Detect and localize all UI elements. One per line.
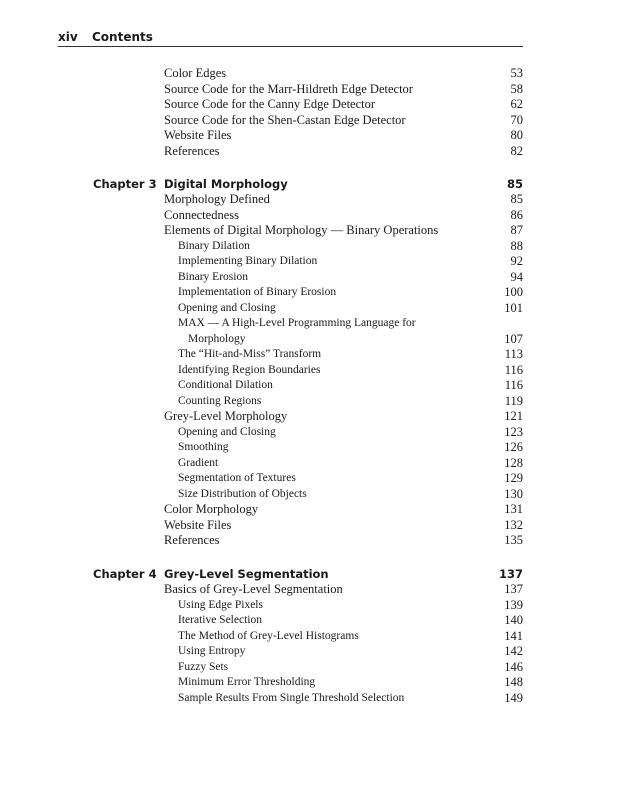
- chapter-label: Chapter 3: [93, 177, 157, 191]
- toc-subentry: [0, 425, 636, 441]
- toc-entry-label: Website Files: [164, 517, 232, 532]
- toc-entry-page: 131: [504, 502, 523, 516]
- toc-entry-label: Connectedness: [164, 207, 239, 222]
- toc-entry-page: 139: [504, 597, 523, 612]
- toc-entry-label: References: [164, 533, 220, 547]
- toc-entry-label: [178, 316, 478, 347]
- toc-entry-page: 137: [504, 582, 523, 596]
- toc-entry: [0, 113, 636, 129]
- toc-entry-label: Iterative Selection: [178, 614, 262, 626]
- chapter-page: 137: [498, 567, 523, 581]
- toc-entry-page: 128: [504, 455, 523, 470]
- toc-subentry: [0, 316, 636, 347]
- toc-entry-page: 88: [510, 238, 523, 253]
- toc-subentry: [0, 301, 636, 317]
- toc-entry-label: Fuzzy Sets: [178, 660, 229, 673]
- chapter-page: 85: [506, 177, 523, 191]
- toc-entry-label: Using Edge Pixels: [178, 598, 263, 611]
- toc-subentry: [0, 487, 636, 503]
- toc-entry-label: Source Code for the Shen-Castan Edge Detector: [164, 112, 406, 127]
- toc-entry: [0, 409, 636, 425]
- toc-entry-page: 70: [510, 112, 523, 127]
- toc-continued-section: [0, 66, 636, 159]
- toc-subentry: [0, 239, 636, 255]
- toc-entry-label: Segmentation of Textures: [178, 472, 296, 484]
- toc-entry-page: 149: [504, 690, 523, 705]
- toc-entry-page: 86: [510, 207, 523, 222]
- toc-subentry: [0, 691, 636, 707]
- toc-entry: [0, 82, 636, 98]
- toc-entry-page: 140: [504, 613, 523, 627]
- toc-entry: [0, 533, 636, 549]
- toc-entry-label: Implementing Binary Dilation: [178, 255, 318, 267]
- toc-subentry: [0, 378, 636, 394]
- toc-entry-page: 121: [504, 409, 523, 423]
- toc-entry-page: 92: [510, 254, 523, 268]
- toc-entry-label-line2: Morphology: [188, 332, 246, 345]
- toc-entry-label: Source Code for the Canny Edge Detector: [164, 97, 376, 111]
- chapter-3-section: [0, 176, 636, 549]
- toc-entry-label: Smoothing: [178, 441, 229, 453]
- toc-entry: [0, 66, 636, 82]
- toc-entry-label: The “Hit-and-Miss” Transform: [178, 348, 322, 360]
- toc-entry-label: References: [164, 143, 220, 158]
- toc-entry: [0, 144, 636, 160]
- toc-entry-page: 82: [510, 143, 523, 158]
- toc-subentry: [0, 598, 636, 614]
- toc-entry-label: Grey-Level Morphology: [164, 409, 288, 423]
- toc-entry-label: Implementation of Binary Erosion: [178, 286, 337, 298]
- running-header: [58, 30, 523, 47]
- toc-entry-page: 85: [510, 192, 523, 206]
- toc-subentry: [0, 613, 636, 629]
- toc-entry-page: 148: [504, 675, 523, 689]
- toc-entry: [0, 128, 636, 144]
- toc-entry-label: Counting Regions: [178, 394, 262, 407]
- toc-entry-label: Basics of Grey-Level Segmentation: [164, 582, 343, 596]
- toc-entry-page: 58: [510, 81, 523, 96]
- toc-entry-label: Morphology Defined: [164, 192, 270, 206]
- toc-entry: [0, 223, 636, 239]
- toc-entry: [0, 192, 636, 208]
- toc-entry-page: 132: [504, 517, 523, 532]
- toc-entry-label: Identifying Region Boundaries: [178, 363, 321, 376]
- toc-entry: [0, 208, 636, 224]
- toc-subentry: [0, 456, 636, 472]
- toc-entry-page: 116: [504, 378, 523, 392]
- toc-subentry: [0, 440, 636, 456]
- toc-entry-page: 141: [504, 628, 523, 643]
- chapter-title: Grey-Level Segmentation: [164, 567, 329, 581]
- toc-entry-page: 53: [510, 66, 523, 80]
- toc-subentry: [0, 471, 636, 487]
- toc-entry-label: Color Morphology: [164, 502, 259, 516]
- page-number: xiv: [58, 30, 78, 44]
- toc-subentry: [0, 629, 636, 645]
- toc-entry-page: 126: [504, 440, 523, 454]
- toc-entry: [0, 518, 636, 534]
- toc-entry-label: Website Files: [164, 128, 232, 142]
- chapter-title: Digital Morphology: [164, 177, 288, 191]
- toc-subentry: [0, 644, 636, 660]
- toc-subentry: [0, 675, 636, 691]
- toc-entry-page: 130: [504, 486, 523, 501]
- toc-entry-page: 80: [510, 128, 523, 142]
- toc-entry-label: Conditional Dilation: [178, 379, 273, 391]
- toc-entry-label: Source Code for the Marr-Hildreth Edge Detector: [164, 81, 413, 96]
- toc-entry-page: 87: [510, 223, 523, 237]
- chapter-4-section: [0, 566, 636, 706]
- toc-subentry: [0, 660, 636, 676]
- toc-entry-page: 129: [504, 471, 523, 485]
- toc-subentry: [0, 285, 636, 301]
- toc-entry-page: 116: [504, 362, 523, 377]
- toc-entry-label: Binary Erosion: [178, 270, 248, 283]
- chapter-heading: [0, 176, 636, 192]
- toc-entry-label: Opening and Closing: [178, 301, 276, 314]
- toc-entry-label: Opening and Closing: [178, 425, 276, 438]
- toc-entry-page: 142: [504, 644, 523, 658]
- toc-entry-label: Binary Dilation: [178, 239, 250, 252]
- toc-subentry: [0, 347, 636, 363]
- toc-entry-label: Using Entropy: [178, 645, 246, 657]
- toc-subentry: [0, 394, 636, 410]
- toc-entry: [0, 502, 636, 518]
- toc-entry-label-line1: MAX — A High-Level Programming Language for: [178, 317, 416, 329]
- toc-entry-label: Sample Results From Single Threshold Selection: [178, 691, 405, 704]
- toc-entry-page: 119: [504, 393, 523, 408]
- toc-entry-page: 94: [510, 269, 523, 284]
- toc-subentry: [0, 363, 636, 379]
- toc-entry-label: Size Distribution of Objects: [178, 487, 307, 500]
- running-title: Contents: [92, 30, 153, 44]
- toc-entry-page: 62: [510, 97, 523, 111]
- toc-entry-page: 146: [504, 659, 523, 674]
- toc-entry-page: 100: [504, 285, 523, 299]
- toc-subentry: [0, 254, 636, 270]
- chapter-heading: [0, 566, 636, 582]
- toc-entry-page: 123: [504, 424, 523, 439]
- chapter-label: Chapter 4: [93, 567, 157, 581]
- toc-entry: [0, 97, 636, 113]
- toc-entry-page: 135: [504, 533, 523, 547]
- toc-entry: [0, 582, 636, 598]
- toc-entry-page: 107: [504, 331, 523, 346]
- toc-entry-label: Elements of Digital Morphology — Binary Operations: [164, 223, 439, 237]
- toc-entry-label: Minimum Error Thresholding: [178, 676, 316, 688]
- toc-subentry: [0, 270, 636, 286]
- toc-entry-page: 101: [504, 300, 523, 315]
- toc-entry-label: Color Edges: [164, 66, 227, 80]
- toc-entry-label: The Method of Grey-Level Histograms: [178, 629, 359, 642]
- toc-entry-page: 113: [504, 347, 523, 361]
- toc-entry-label: Gradient: [178, 456, 219, 469]
